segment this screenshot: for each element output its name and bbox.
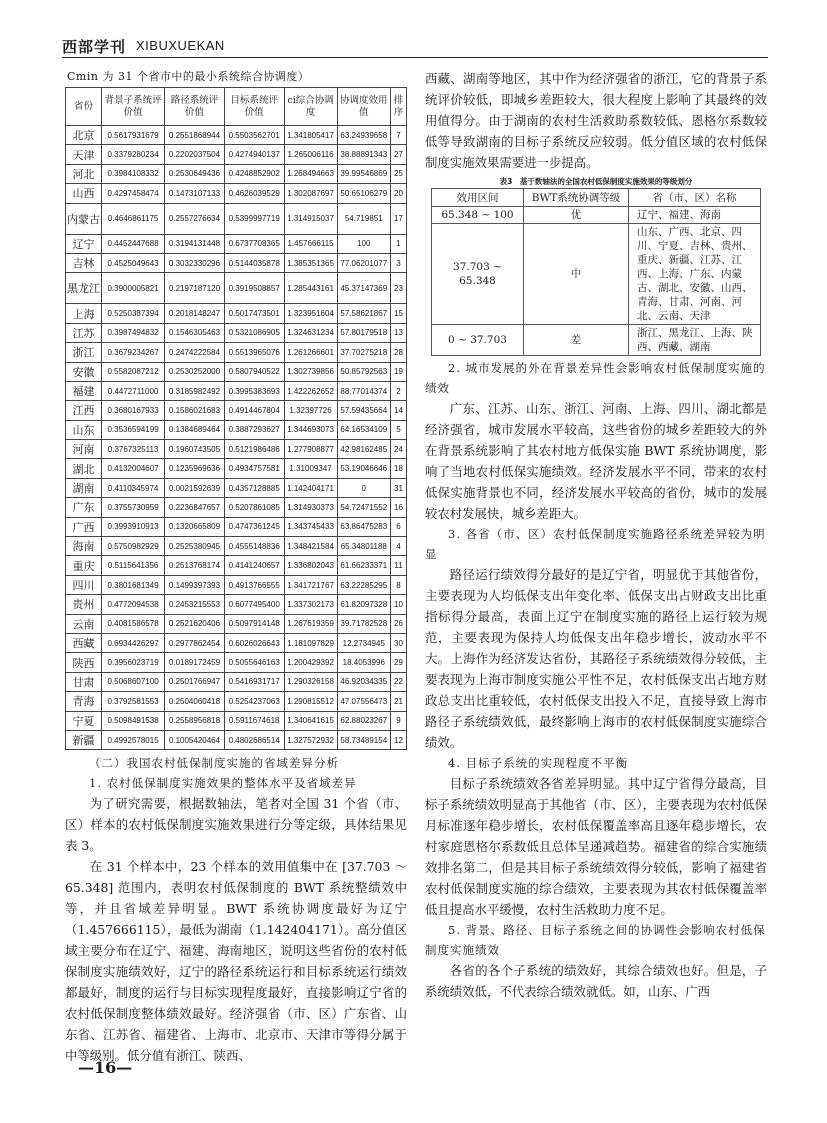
value-cell: 63.86475283 <box>337 517 390 536</box>
value-cell: 1.261266601 <box>284 343 337 362</box>
value-cell: 77.06201077 <box>337 253 390 272</box>
value-cell: 1.341721767 <box>284 575 337 594</box>
table-row <box>66 517 407 536</box>
province-cell: 浙江 <box>66 343 102 362</box>
province-cell: 云南 <box>66 614 102 633</box>
table3-title: 表3 基于数轴法的全国农村低保制度实施效果的等级划分 <box>499 177 693 186</box>
value-cell: 0.4914467804 <box>224 401 284 420</box>
table-row <box>66 440 407 459</box>
province-cell: 陕西 <box>66 653 102 672</box>
value-cell: 1.32397726 <box>284 401 337 420</box>
table-row <box>66 343 407 362</box>
value-cell: 0.1473107133 <box>165 184 225 203</box>
value-cell: 53.19046646 <box>337 459 390 478</box>
table-row <box>66 304 407 323</box>
table-row <box>66 362 407 381</box>
table-row <box>66 145 407 164</box>
value-cell: 0.5513965076 <box>224 343 284 362</box>
value-cell: 0.3680167933 <box>102 401 165 420</box>
journal-pinyin: XIBUXUEKAN <box>136 38 225 53</box>
value-cell: 0.4934757581 <box>224 459 284 478</box>
value-cell: 0.3993910913 <box>102 517 165 536</box>
value-cell: 0.1960743505 <box>165 440 225 459</box>
value-cell: 61.66233371 <box>337 556 390 575</box>
value-cell: 0.4452447688 <box>102 234 165 253</box>
grade-cell: 差 <box>524 325 629 356</box>
value-cell: 1.267619359 <box>284 614 337 633</box>
value-cell: 61.82097328 <box>337 595 390 614</box>
value-cell: 10 <box>391 595 407 614</box>
value-cell: 0.5399997719 <box>224 203 284 234</box>
value-cell: 0.3032330296 <box>165 253 225 272</box>
value-cell: 0.5055646163 <box>224 653 284 672</box>
range-cell: 37.703 ~ 65.348 <box>432 224 524 325</box>
value-cell: 29 <box>391 653 407 672</box>
subsection-1: 1. 农村低保制度实施效果的整体水平及省域差异 <box>89 776 357 791</box>
value-cell: 0.4646861175 <box>102 203 165 234</box>
value-cell: 57.58621867 <box>337 304 390 323</box>
value-cell: 0.5254237063 <box>224 692 284 711</box>
value-cell: 0.5250387394 <box>102 304 165 323</box>
value-cell: 38.88891343 <box>337 145 390 164</box>
value-cell: 0.6934426297 <box>102 633 165 652</box>
value-cell: 0.4626039529 <box>224 184 284 203</box>
value-cell: 88.77014374 <box>337 381 390 400</box>
value-cell: 0.2501766947 <box>165 672 225 691</box>
province-list-cell: 辽宁、福建、海南 <box>629 207 761 224</box>
value-cell: 0.6026026643 <box>224 633 284 652</box>
table-row <box>66 420 407 439</box>
subsection-5: 5. 背景、路径、目标子系统之间的协调性会影响农村低保制度实施绩效 <box>425 923 766 957</box>
value-cell: 0.5097914148 <box>224 614 284 633</box>
value-cell: 42.98162485 <box>337 440 390 459</box>
table-row <box>66 498 407 517</box>
province-cell: 广东 <box>66 498 102 517</box>
value-cell: 0.5807940522 <box>224 362 284 381</box>
province-cell: 吉林 <box>66 253 102 272</box>
value-cell: 0.3185982492 <box>165 381 225 400</box>
table-row <box>66 653 407 672</box>
province-cell: 河北 <box>66 164 102 183</box>
value-cell: 1.181097829 <box>284 633 337 652</box>
value-cell: 62.88023267 <box>337 711 390 730</box>
value-cell: 1.302087697 <box>284 184 337 203</box>
table-row <box>66 273 407 304</box>
paragraph-2: 在 31 个样本中，23 个样本的效用值集中在 [37.703 ～ 65.348] 范围内，表明农村低保制度的 BWT 系统整绩效中等，并且省域差异明显。BWT 系统协调度最好为辽宁（1.457666115），最低为湖南（1.142404171）。高分值区域主要分布在辽宁、福建、海南地区，说明这些省份的农村低保制度实施绩效好，辽宁的路径系统运行和目标系统运行绩效都最好，制度的运行与目标实现程度最好，直接影响辽宁省的农村低保制度整体绩效最好。经济强省（市、区）广东省、山东省、江苏省、福建省、上海市、北京市、天津市等得分属于中等级别。低分值有浙江、陕西、 <box>65 859 407 1064</box>
province-cell: 辽宁 <box>66 234 102 253</box>
province-cell: 山东 <box>66 420 102 439</box>
table-header-cell: 省份 <box>66 88 102 126</box>
paragraph-3: 广东、江苏、山东、浙江、河南、上海、四川、湖北都是经济强省，城市发展水平较高，这些省份的城乡差距较大的外在背景系统影响了其农村地方低保实施 BWT 系统协调度，影响了当地农村低保实施绩效。经济发展水平不同，带来的农村低保实施背景也不同，经济发展水平较高的省份，城市的发展较农村发展快，城乡差距大。 <box>425 401 767 521</box>
province-cell: 黑龙江 <box>66 273 102 304</box>
table3-row <box>432 224 761 325</box>
subsection-3: 3. 各省（市、区）农村低保制度实施路径系统差异较为明显 <box>425 527 766 561</box>
table-row <box>66 164 407 183</box>
range-cell: 65.348 ~ 100 <box>432 207 524 224</box>
value-cell: 0.2530252000 <box>165 362 225 381</box>
table3-row <box>432 207 761 224</box>
value-cell: 13 <box>391 323 407 342</box>
value-cell: 57.80179518 <box>337 323 390 342</box>
value-cell: 0.1320665809 <box>165 517 225 536</box>
value-cell: 0.2197187120 <box>165 273 225 304</box>
value-cell: 0.0189172459 <box>165 653 225 672</box>
value-cell: 1.31009347 <box>284 459 337 478</box>
value-cell: 0.5911674618 <box>224 711 284 730</box>
value-cell: 1.268494663 <box>284 164 337 183</box>
value-cell: 0.5416931717 <box>224 672 284 691</box>
table-row <box>66 203 407 234</box>
table-row <box>66 575 407 594</box>
value-cell: 54.72471552 <box>337 498 390 517</box>
value-cell: 1.348421584 <box>284 537 337 556</box>
value-cell: 1.200429392 <box>284 653 337 672</box>
subsection-2: 2. 城市发展的外在背景差异性会影响农村低保制度实施的绩效 <box>425 361 766 395</box>
grade-cell: 中 <box>524 224 629 325</box>
grade-cell: 优 <box>524 207 629 224</box>
value-cell: 0.4141240657 <box>224 556 284 575</box>
value-cell: 0.4472711000 <box>102 381 165 400</box>
value-cell: 0.2474222584 <box>165 343 225 362</box>
value-cell: 1.314915037 <box>284 203 337 234</box>
value-cell: 0.5115641356 <box>102 556 165 575</box>
value-cell: 18.4053996 <box>337 653 390 672</box>
value-cell: 54.719851 <box>337 203 390 234</box>
value-cell: 26 <box>391 614 407 633</box>
value-cell: 1.457666115 <box>284 234 337 253</box>
value-cell: 0.5617931679 <box>102 126 165 145</box>
province-cell: 北京 <box>66 126 102 145</box>
journal-title: 西部学刊 <box>62 38 127 56</box>
value-cell: 0.3984108332 <box>102 164 165 183</box>
table-row <box>66 184 407 203</box>
table-row <box>66 234 407 253</box>
value-cell: 0.4747361245 <box>224 517 284 536</box>
table-row <box>66 537 407 556</box>
table-row <box>66 459 407 478</box>
value-cell: 1.336802043 <box>284 556 337 575</box>
value-cell: 0.1005420464 <box>165 730 225 749</box>
value-cell: 0.4274940137 <box>224 145 284 164</box>
value-cell: 0.3679234267 <box>102 343 165 362</box>
province-cell: 山西 <box>66 184 102 203</box>
value-cell: 24 <box>391 440 407 459</box>
value-cell: 28 <box>391 343 407 362</box>
value-cell: 0 <box>337 478 390 497</box>
value-cell: 0.3536594199 <box>102 420 165 439</box>
value-cell: 0.4357128885 <box>224 478 284 497</box>
table-header-cell: 目标系统评价值 <box>224 88 284 126</box>
coordination-table <box>65 87 407 750</box>
value-cell: 12.2734945 <box>337 633 390 652</box>
table-header-cell: 背景子系统评价值 <box>102 88 165 126</box>
subsection-4: 4. 目标子系统的实现程度不平衡 <box>448 756 629 770</box>
paragraph-6: 各省的各个子系统的绩效好，其综合绩效也好。但是，子系统绩效低，不代表综合绩效就低。如，山东、广西 <box>425 963 767 999</box>
table-row <box>66 633 407 652</box>
value-cell: 0.3767325113 <box>102 440 165 459</box>
province-cell: 湖南 <box>66 478 102 497</box>
value-cell: 9 <box>391 711 407 730</box>
value-cell: 50.85792563 <box>337 362 390 381</box>
province-cell: 西藏 <box>66 633 102 652</box>
value-cell: 64.16534109 <box>337 420 390 439</box>
table-header-cell: ci综合协调度 <box>284 88 337 126</box>
value-cell: 0.2453215553 <box>165 595 225 614</box>
value-cell: 50.65106279 <box>337 184 390 203</box>
value-cell: 0.1586021683 <box>165 401 225 420</box>
value-cell: 63.22285295 <box>337 575 390 594</box>
value-cell: 1.290815512 <box>284 692 337 711</box>
value-cell: 45.37147369 <box>337 273 390 304</box>
value-cell: 22 <box>391 672 407 691</box>
table2-caption-tail: Cmin 为 31 个省市中的最小系统综合协调度） <box>67 70 310 83</box>
value-cell: 1.285443161 <box>284 273 337 304</box>
value-cell: 1.343745433 <box>284 517 337 536</box>
value-cell: 47.07556473 <box>337 692 390 711</box>
value-cell: 23 <box>391 273 407 304</box>
value-cell: 1.337302173 <box>284 595 337 614</box>
value-cell: 2 <box>391 381 407 400</box>
value-cell: 0.2557276634 <box>165 203 225 234</box>
value-cell: 1.277908877 <box>284 440 337 459</box>
value-cell: 0.2551868944 <box>165 126 225 145</box>
value-cell: 8 <box>391 575 407 594</box>
value-cell: 1.314930373 <box>284 498 337 517</box>
value-cell: 0.2521620406 <box>165 614 225 633</box>
table3-row <box>432 325 761 356</box>
value-cell: 0.3379280234 <box>102 145 165 164</box>
value-cell: 0.4913766555 <box>224 575 284 594</box>
value-cell: 0.2018148247 <box>165 304 225 323</box>
value-cell: 11 <box>391 556 407 575</box>
province-cell: 四川 <box>66 575 102 594</box>
province-cell: 甘肃 <box>66 672 102 691</box>
value-cell: 19 <box>391 362 407 381</box>
value-cell: 17 <box>391 203 407 234</box>
left-column <box>65 68 407 1066</box>
value-cell: 1.340641615 <box>284 711 337 730</box>
value-cell: 18 <box>391 459 407 478</box>
value-cell: 1.341805417 <box>284 126 337 145</box>
value-cell: 16 <box>391 498 407 517</box>
value-cell: 0.5503562701 <box>224 126 284 145</box>
value-cell: 0.3194131448 <box>165 234 225 253</box>
value-cell: 39.71782528 <box>337 614 390 633</box>
value-cell: 0.5121986486 <box>224 440 284 459</box>
value-cell: 0.5321086905 <box>224 323 284 342</box>
table-row <box>66 323 407 342</box>
value-cell: 0.2236847657 <box>165 498 225 517</box>
value-cell: 0.2525380945 <box>165 537 225 556</box>
value-cell: 0.5098491538 <box>102 711 165 730</box>
table-row <box>66 478 407 497</box>
value-cell: 1.344693073 <box>284 420 337 439</box>
table-row <box>66 692 407 711</box>
value-cell: 0.5144035878 <box>224 253 284 272</box>
value-cell: 37.70275218 <box>337 343 390 362</box>
province-cell: 内蒙古 <box>66 203 102 234</box>
province-cell: 新疆 <box>66 730 102 749</box>
paragraph-4: 路径运行绩效得分最好的是辽宁省，明显优于其他省份，主要表现为人均低保支出年变化率、低保支出占财政支出比重指标得分最高，表面上辽宁在制度实施的路径上运行较为规范，主要表现为保持人均低保支出年稳步增长，波动水平不大。上海作为经济发达省份，其路径子系统绩效得分较低，主要表现为上海市制度实施公平性不足，农村低保支出占地方财政总支出比重较低，农村低保支出投入不足，直接导致上海市路径子系统绩效低，最终影响上海市的农村低保制度实施综合绩效。 <box>425 567 767 750</box>
paragraph-5: 目标子系统绩效各省差异明显。其中辽宁省得分最高，目标子系统绩效明显高于其他省（市、区），主要表现为农村低保月标准逐年稳步增长，农村低保覆盖率高且逐年稳步增长，农村家庭恩格尔系数低且总体呈递减趋势。福建省的综合实施绩效排名第二，但是其目标子系统绩效得分较低，影响了福建省农村低保制度实施的综合绩效，主要表现为其农村低保覆盖率低且提高水平缓慢，农村生活救助力度不足。 <box>425 776 767 917</box>
province-cell: 广西 <box>66 517 102 536</box>
value-cell: 14 <box>391 401 407 420</box>
value-cell: 0.5207861085 <box>224 498 284 517</box>
table-row <box>66 401 407 420</box>
value-cell: 6 <box>391 517 407 536</box>
table-row <box>66 614 407 633</box>
table3-header-cell: 省（市、区）名称 <box>629 189 761 207</box>
value-cell: 1.327572932 <box>284 730 337 749</box>
value-cell: 15 <box>391 304 407 323</box>
range-cell: 0 ~ 37.703 <box>432 325 524 356</box>
value-cell: 0.3995383693 <box>224 381 284 400</box>
province-cell: 重庆 <box>66 556 102 575</box>
province-cell: 上海 <box>66 304 102 323</box>
province-list-cell: 浙江、黑龙江、上海、陕西、西藏、湖南 <box>629 325 761 356</box>
page-number: —16— <box>78 1058 133 1077</box>
value-cell: 0.3801681349 <box>102 575 165 594</box>
province-cell: 海南 <box>66 537 102 556</box>
value-cell: 1.324631234 <box>284 323 337 342</box>
value-cell: 0.6077495400 <box>224 595 284 614</box>
value-cell: 0.3900005821 <box>102 273 165 304</box>
value-cell: 5 <box>391 420 407 439</box>
table-row <box>66 556 407 575</box>
value-cell: 0.4132004607 <box>102 459 165 478</box>
value-cell: 0.5017473501 <box>224 304 284 323</box>
value-cell: 0.4992578015 <box>102 730 165 749</box>
province-cell: 福建 <box>66 381 102 400</box>
value-cell: 0.5068607100 <box>102 672 165 691</box>
paragraph-top: 西藏、湖南等地区，其中作为经济强省的浙江，它的背景子系统评价较低，即城乡差距较大，很大程度上影响了其最终的效用值得分。由于湖南的农村生活救助系数较低、恩格尔系数较低等导致湖南的目标子系统反应较弱。低分值区域的农村低保制度实施效果需要进一步提高。 <box>425 71 767 170</box>
paragraph-1: 为了研究需要，根据数轴法，笔者对全国 31 个省（市、区）样本的农村低保制度实施效果进行分等定级，具体结果见表 3。 <box>65 796 407 854</box>
value-cell: 20 <box>391 184 407 203</box>
value-cell: 0.2558956818 <box>165 711 225 730</box>
value-cell: 0.6737708365 <box>224 234 284 253</box>
value-cell: 0.4297458474 <box>102 184 165 203</box>
province-cell: 江西 <box>66 401 102 420</box>
table3-header-cell: BWT系统协调等级 <box>524 189 629 207</box>
value-cell: 0.3919508857 <box>224 273 284 304</box>
section-title: （二）我国农村低保制度实施的省域差异分析 <box>89 756 339 771</box>
value-cell: 4 <box>391 537 407 556</box>
table-row <box>66 711 407 730</box>
value-cell: 0.1384689464 <box>165 420 225 439</box>
province-cell: 安徽 <box>66 362 102 381</box>
value-cell: 0.3956023719 <box>102 653 165 672</box>
province-cell: 宁夏 <box>66 711 102 730</box>
value-cell: 31 <box>391 478 407 497</box>
value-cell: 0.3755730959 <box>102 498 165 517</box>
value-cell: 46.92034335 <box>337 672 390 691</box>
table-row <box>66 253 407 272</box>
table-row <box>66 126 407 145</box>
value-cell: 0.2977862454 <box>165 633 225 652</box>
value-cell: 0.3987494832 <box>102 323 165 342</box>
value-cell: 3 <box>391 253 407 272</box>
table-header-cell: 排序 <box>391 88 407 126</box>
value-cell: 0.0021592639 <box>165 478 225 497</box>
value-cell: 1.302739856 <box>284 362 337 381</box>
value-cell: 0.5582087212 <box>102 362 165 381</box>
value-cell: 0.5750982929 <box>102 537 165 556</box>
value-cell: 0.4772094538 <box>102 595 165 614</box>
table-header-cell: 路径系统评价值 <box>165 88 225 126</box>
value-cell: 0.2530649436 <box>165 164 225 183</box>
value-cell: 0.1235969636 <box>165 459 225 478</box>
value-cell: 27 <box>391 145 407 164</box>
value-cell: 0.2202037504 <box>165 145 225 164</box>
province-cell: 天津 <box>66 145 102 164</box>
value-cell: 58.73489154 <box>337 730 390 749</box>
value-cell: 0.1499397393 <box>165 575 225 594</box>
value-cell: 0.4081586578 <box>102 614 165 633</box>
value-cell: 39.99546869 <box>337 164 390 183</box>
value-cell: 65.34801188 <box>337 537 390 556</box>
value-cell: 0.4802686514 <box>224 730 284 749</box>
value-cell: 0.3887293627 <box>224 420 284 439</box>
value-cell: 0.4248852902 <box>224 164 284 183</box>
value-cell: 25 <box>391 164 407 183</box>
value-cell: 0.2504060418 <box>165 692 225 711</box>
province-cell: 青海 <box>66 692 102 711</box>
table-row <box>66 672 407 691</box>
value-cell: 1 <box>391 234 407 253</box>
table-row <box>66 595 407 614</box>
province-cell: 江苏 <box>66 323 102 342</box>
value-cell: 1.323951604 <box>284 304 337 323</box>
value-cell: 1.385351365 <box>284 253 337 272</box>
value-cell: 1.142404171 <box>284 478 337 497</box>
value-cell: 7 <box>391 126 407 145</box>
value-cell: 1.290326158 <box>284 672 337 691</box>
value-cell: 1.265006116 <box>284 145 337 164</box>
table-row <box>66 730 407 749</box>
value-cell: 1.422262652 <box>284 381 337 400</box>
value-cell: 63.24939658 <box>337 126 390 145</box>
value-cell: 0.2513768174 <box>165 556 225 575</box>
value-cell: 30 <box>391 633 407 652</box>
value-cell: 0.3792581553 <box>102 692 165 711</box>
province-list-cell: 山东、广西、北京、四川、宁夏、吉林、贵州、重庆、新疆、江苏、江西、上海、广东、内蒙古、湖北、安徽、山西、青海、甘肃、河南、河北、云南、天津 <box>629 224 761 325</box>
table3-header-cell: 效用区间 <box>432 189 524 207</box>
value-cell: 100 <box>337 234 390 253</box>
value-cell: 57.59435664 <box>337 401 390 420</box>
province-cell: 贵州 <box>66 595 102 614</box>
value-cell: 0.4555148836 <box>224 537 284 556</box>
province-cell: 河南 <box>66 440 102 459</box>
table-row <box>66 381 407 400</box>
table-header-cell: 协调度效用值 <box>337 88 390 126</box>
value-cell: 12 <box>391 730 407 749</box>
value-cell: 0.4110345974 <box>102 478 165 497</box>
grade-table <box>431 188 761 356</box>
value-cell: 21 <box>391 692 407 711</box>
right-column <box>425 68 767 1002</box>
value-cell: 0.4525049643 <box>102 253 165 272</box>
value-cell: 0.1546305463 <box>165 323 225 342</box>
running-header <box>62 36 768 58</box>
province-cell: 湖北 <box>66 459 102 478</box>
